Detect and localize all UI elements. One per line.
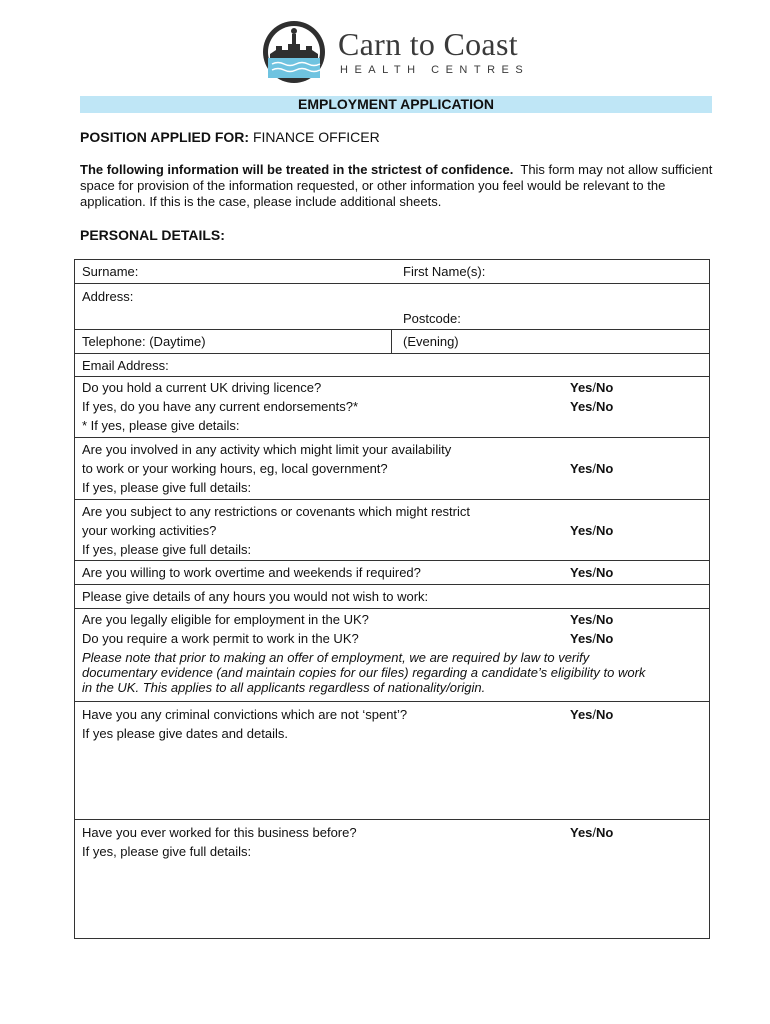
endorsements-yes-no[interactable]: Yes/No (570, 399, 614, 414)
availability-line2: to work or your working hours, eg, local government? (82, 461, 388, 476)
row-worked-before[interactable] (75, 820, 709, 938)
address-label: Address: (82, 289, 134, 304)
driving-licence-yes-no[interactable]: Yes/No (570, 380, 614, 395)
logo-emblem-icon (262, 20, 326, 84)
restrictions-line3: If yes, please give full details: (82, 542, 252, 557)
availability-yes-no[interactable]: Yes/No (570, 461, 614, 476)
logo-subtitle: HEALTH CENTRES (340, 64, 530, 76)
logo-name: Carn to Coast (338, 26, 518, 62)
form-title: EMPLOYMENT APPLICATION (80, 96, 712, 113)
eligibility-yes-no[interactable]: Yes/No (570, 612, 614, 627)
convictions-line1: Have you any criminal convictions which are not ‘spent’? (82, 707, 408, 722)
worked-before-line2: If yes, please give full details: (82, 844, 252, 859)
eligibility-note-line2: documentary evidence (and maintain copies for our files) regarding a candidate’s eligibility to work (82, 665, 646, 680)
driving-q3: * If yes, please give details: (82, 418, 240, 433)
row-driving[interactable] (75, 377, 709, 438)
work-permit-yes-no[interactable]: Yes/No (570, 631, 614, 646)
row-hours[interactable] (75, 585, 709, 609)
convictions-line2: If yes please give dates and details. (82, 726, 288, 741)
postcode-label: Postcode: (403, 311, 461, 326)
worked-before-line1: Have you ever worked for this business before? (82, 825, 357, 840)
intro-paragraph (80, 162, 720, 210)
worked-before-yes-no[interactable]: Yes/No (570, 825, 614, 840)
email-label: Email Address: (82, 358, 169, 373)
availability-line1: Are you involved in any activity which might limit your availability (82, 442, 452, 457)
telephone-evening-label: (Evening) (403, 334, 459, 349)
eligibility-note-line3: in the UK. This applies to all applicants regardless of nationality/origin. (82, 680, 486, 695)
row-eligibility[interactable] (75, 609, 709, 702)
hours-question: Please give details of any hours you would not wish to work: (82, 589, 429, 604)
row-overtime[interactable] (75, 561, 709, 585)
position-value: FINANCE OFFICER (252, 129, 380, 145)
restrictions-line2: your working activities? (82, 523, 217, 538)
row-availability[interactable] (75, 438, 709, 500)
row-email[interactable] (75, 354, 709, 377)
eligibility-note-line1: Please note that prior to making an offer of employment, we are required by law to verify (82, 650, 590, 665)
position-applied (80, 129, 380, 145)
driving-q1: Do you hold a current UK driving licence? (82, 380, 322, 395)
intro-bold: The following information will be treated in the strictest of confidence. (80, 162, 514, 177)
personal-details-form (74, 259, 710, 939)
section-title: PERSONAL DETAILS: (80, 227, 225, 243)
column-divider (391, 330, 392, 353)
row-convictions[interactable] (75, 702, 709, 820)
telephone-day-label: Telephone: (Daytime) (82, 334, 206, 349)
convictions-yes-no[interactable]: Yes/No (570, 707, 614, 722)
surname-label: Surname: (82, 264, 139, 279)
overtime-yes-no[interactable]: Yes/No (570, 565, 614, 580)
row-restrictions[interactable] (75, 500, 709, 561)
restrictions-line1: Are you subject to any restrictions or covenants which might restrict (82, 504, 470, 519)
restrictions-yes-no[interactable]: Yes/No (570, 523, 614, 538)
row-telephone[interactable] (75, 330, 709, 354)
first-names-label: First Name(s): (403, 264, 486, 279)
row-names[interactable] (75, 260, 709, 284)
logo (262, 20, 532, 84)
position-label: POSITION APPLIED FOR: (80, 129, 250, 145)
permit-q2: Do you require a work permit to work in the UK? (82, 631, 359, 646)
driving-q2: If yes, do you have any current endorsements?* (82, 399, 359, 414)
row-address[interactable] (75, 284, 709, 330)
intro-rest: This form may not allow sufficient space for provision of the information requested, or other information you feel would be relevant to the application. If this is the case, please include additional sheets. (80, 162, 713, 209)
eligibility-q1: Are you legally eligible for employment in the UK? (82, 612, 369, 627)
overtime-question: Are you willing to work overtime and weekends if required? (82, 565, 421, 580)
availability-line3: If yes, please give full details: (82, 480, 252, 495)
